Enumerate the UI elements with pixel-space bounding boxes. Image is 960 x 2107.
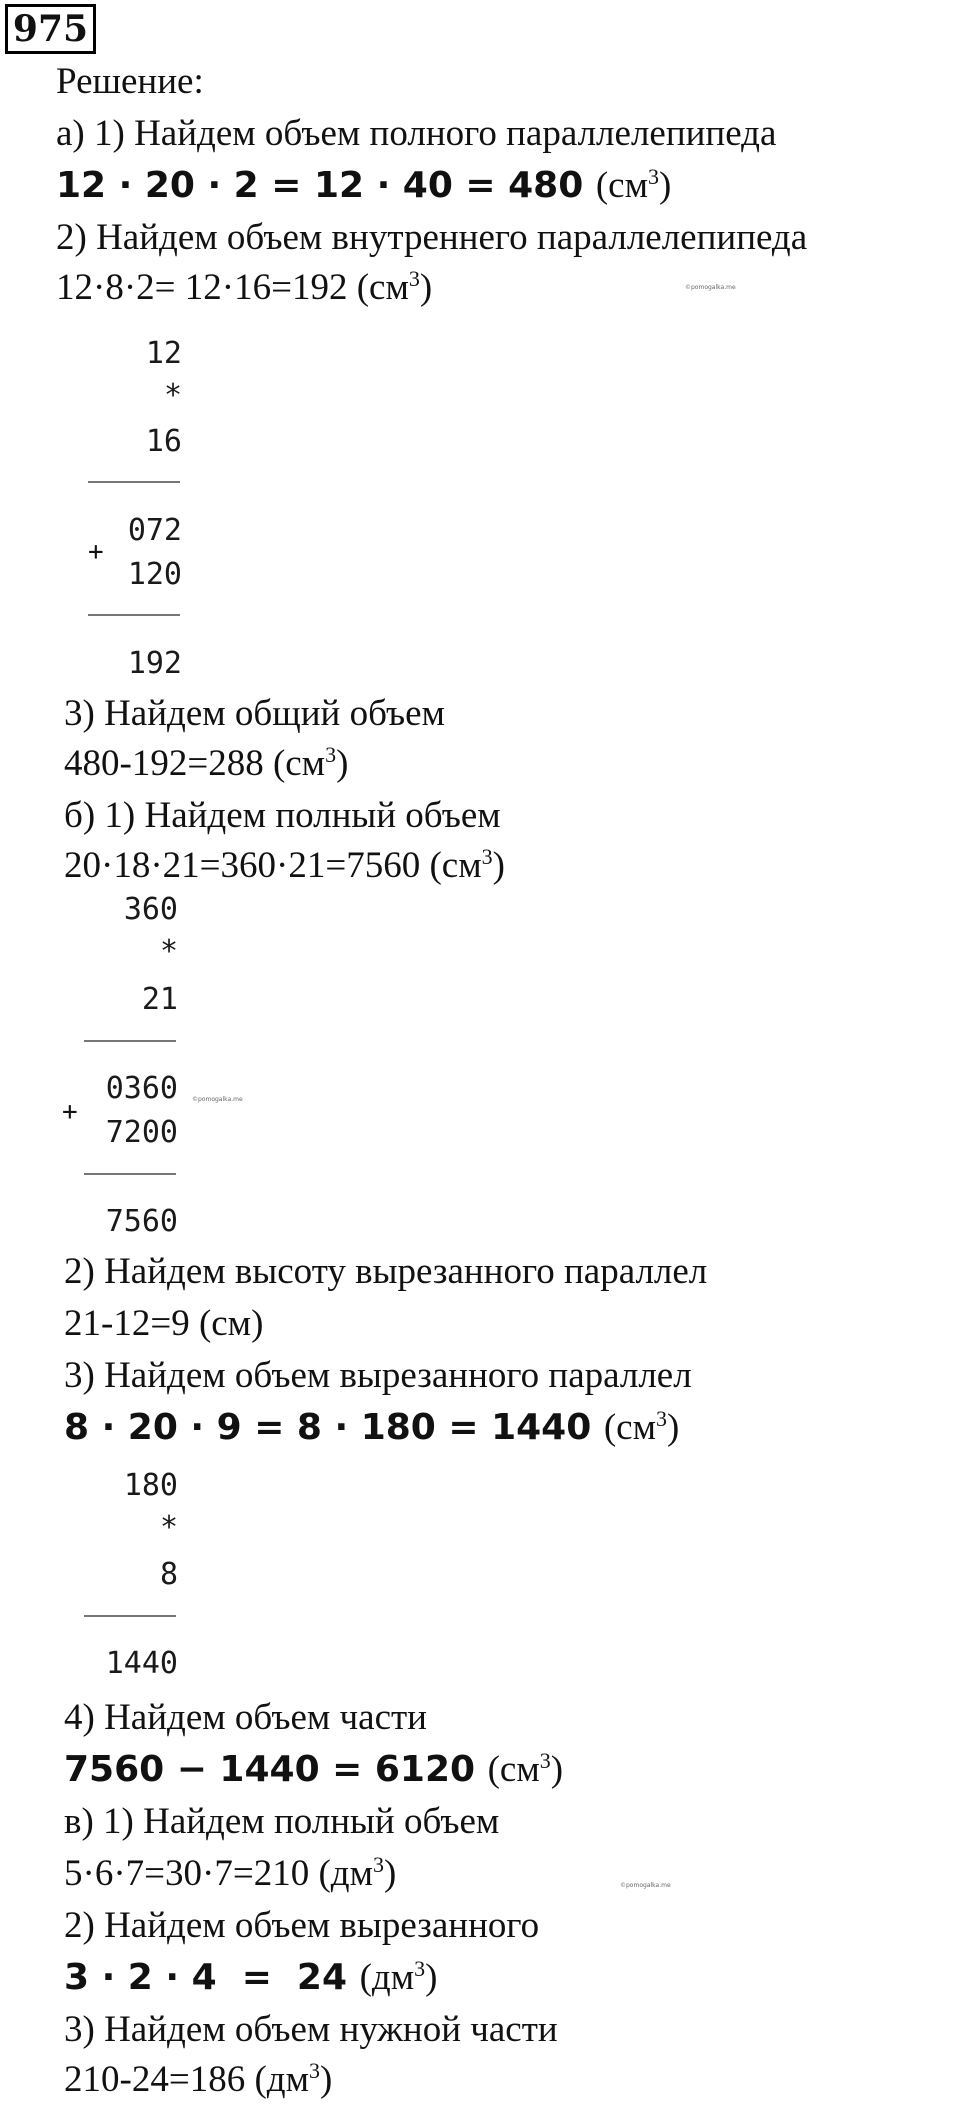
unit-close: ) <box>659 165 672 206</box>
b-eq2: 21-12=9 (см) <box>64 1303 264 1344</box>
b-eq4-expr: 7560 − 1440 = 6120 <box>64 1749 476 1790</box>
b-calc1-mid: 21 <box>141 982 178 1017</box>
unit-exponent: 3 <box>373 1852 385 1877</box>
b-eq3-expr: 8 · 20 · 9 = 8 · 180 = 1440 <box>64 1407 592 1448</box>
c-eq1 <box>64 1852 396 1896</box>
b-calc2-op: * <box>159 1510 178 1545</box>
unit-close: ) <box>320 2059 333 2100</box>
a-eq1-expr: 12 · 20 · 2 = 12 · 40 = 480 <box>56 165 584 206</box>
unit-exponent: 3 <box>481 844 493 869</box>
solution-heading: Решение: <box>56 61 204 102</box>
c-step1: в) 1) Найдем полный объем <box>64 1801 500 1842</box>
unit-text: (дм <box>359 1957 415 1998</box>
watermark: ©pomogalka.me <box>620 1882 671 1889</box>
unit-close: ) <box>425 1957 438 1998</box>
a-calc-p2: 120 <box>127 557 182 592</box>
c-eq2-expr: 3 · 2 · 4 = 24 <box>64 1957 348 1998</box>
unit-exponent: 3 <box>414 1956 426 1981</box>
b-calc1-res: 7560 <box>105 1204 178 1239</box>
b-eq4 <box>64 1748 563 1792</box>
unit-close: ) <box>336 743 349 784</box>
a-calc-plus: + <box>88 537 104 567</box>
b-eq3 <box>64 1406 679 1450</box>
unit-exponent: 3 <box>656 1406 667 1431</box>
unit-exponent: 3 <box>539 1748 551 1773</box>
a-step2: 2) Найдем объем внутреннего параллелепипеда <box>56 217 808 258</box>
unit-exponent: 3 <box>325 742 337 767</box>
unit-exponent: 3 <box>408 266 420 291</box>
b-calc2-top: 180 <box>123 1468 178 1503</box>
unit-close: ) <box>667 1407 680 1448</box>
b-calc1-rule <box>84 1040 176 1042</box>
a-calc-mid: 16 <box>145 424 182 459</box>
unit-close: ) <box>419 267 433 308</box>
c-eq2-unit <box>360 1957 438 1998</box>
b-calc2-mid: 8 <box>159 1557 178 1592</box>
a-eq1 <box>56 164 671 208</box>
c-eq1-text: 5·6·7=30·7=210 (дм <box>64 1853 374 1894</box>
b-eq3-unit <box>604 1407 680 1448</box>
c-step3: 3) Найдем объем нужной части <box>64 2009 558 2050</box>
b-calc1-rule2 <box>84 1173 176 1175</box>
b-calc2-rule <box>84 1615 176 1617</box>
a-calc-top: 12 <box>145 336 182 371</box>
unit-text: (см <box>595 165 648 206</box>
a-calc-res: 192 <box>127 646 182 681</box>
b-step2: 2) Найдем высоту вырезанного параллел <box>64 1251 708 1292</box>
a-calc-rule2 <box>88 614 180 616</box>
a-eq2 <box>56 266 432 310</box>
a-eq3 <box>64 742 348 786</box>
b-calc2-res: 1440 <box>105 1646 178 1681</box>
a-eq2-text: 12·8·2= 12·16=192 (см <box>56 267 409 308</box>
a-step3: 3) Найдем общий объем <box>64 693 445 734</box>
watermark: ©pomogalka.me <box>192 1096 243 1103</box>
b-step3: 3) Найдем объем вырезанного параллел <box>64 1355 692 1396</box>
problem-number: 975 <box>5 4 96 54</box>
unit-close: ) <box>384 1853 397 1894</box>
b-calc1-top: 360 <box>123 892 178 927</box>
unit-exponent: 3 <box>648 164 659 189</box>
b-calc1-op: * <box>159 934 178 969</box>
b-eq1-text: 20·18·21=360·21=7560 (см <box>64 845 482 886</box>
a-eq3-text: 480-192=288 (см <box>64 743 326 784</box>
c-eq3 <box>64 2058 332 2102</box>
unit-text: (см <box>487 1749 540 1790</box>
c-eq3-text: 210-24=186 (дм <box>64 2059 309 2100</box>
a-eq1-unit <box>596 165 672 206</box>
a-calc-op: * <box>163 378 182 413</box>
a-step1: а) 1) Найдем объем полного параллелепипеда <box>56 113 777 154</box>
unit-text: (см <box>603 1407 656 1448</box>
b-calc1-p2: 7200 <box>105 1115 178 1150</box>
a-calc-p1: 072 <box>127 513 182 548</box>
b-calc1-plus: + <box>62 1097 78 1127</box>
unit-close: ) <box>492 845 505 886</box>
c-eq2 <box>64 1956 437 2000</box>
b-step1: б) 1) Найдем полный объем <box>64 795 501 836</box>
b-step4: 4) Найдем объем части <box>64 1697 427 1738</box>
watermark: ©pomogalka.me <box>685 284 736 291</box>
a-calc-rule <box>88 481 180 483</box>
b-calc1-p1: 0360 <box>105 1071 178 1106</box>
unit-exponent: 3 <box>309 2058 320 2083</box>
b-eq1 <box>64 844 505 888</box>
c-step2: 2) Найдем объем вырезанного <box>64 1905 540 1946</box>
unit-close: ) <box>550 1749 564 1790</box>
b-eq4-unit <box>488 1749 564 1790</box>
